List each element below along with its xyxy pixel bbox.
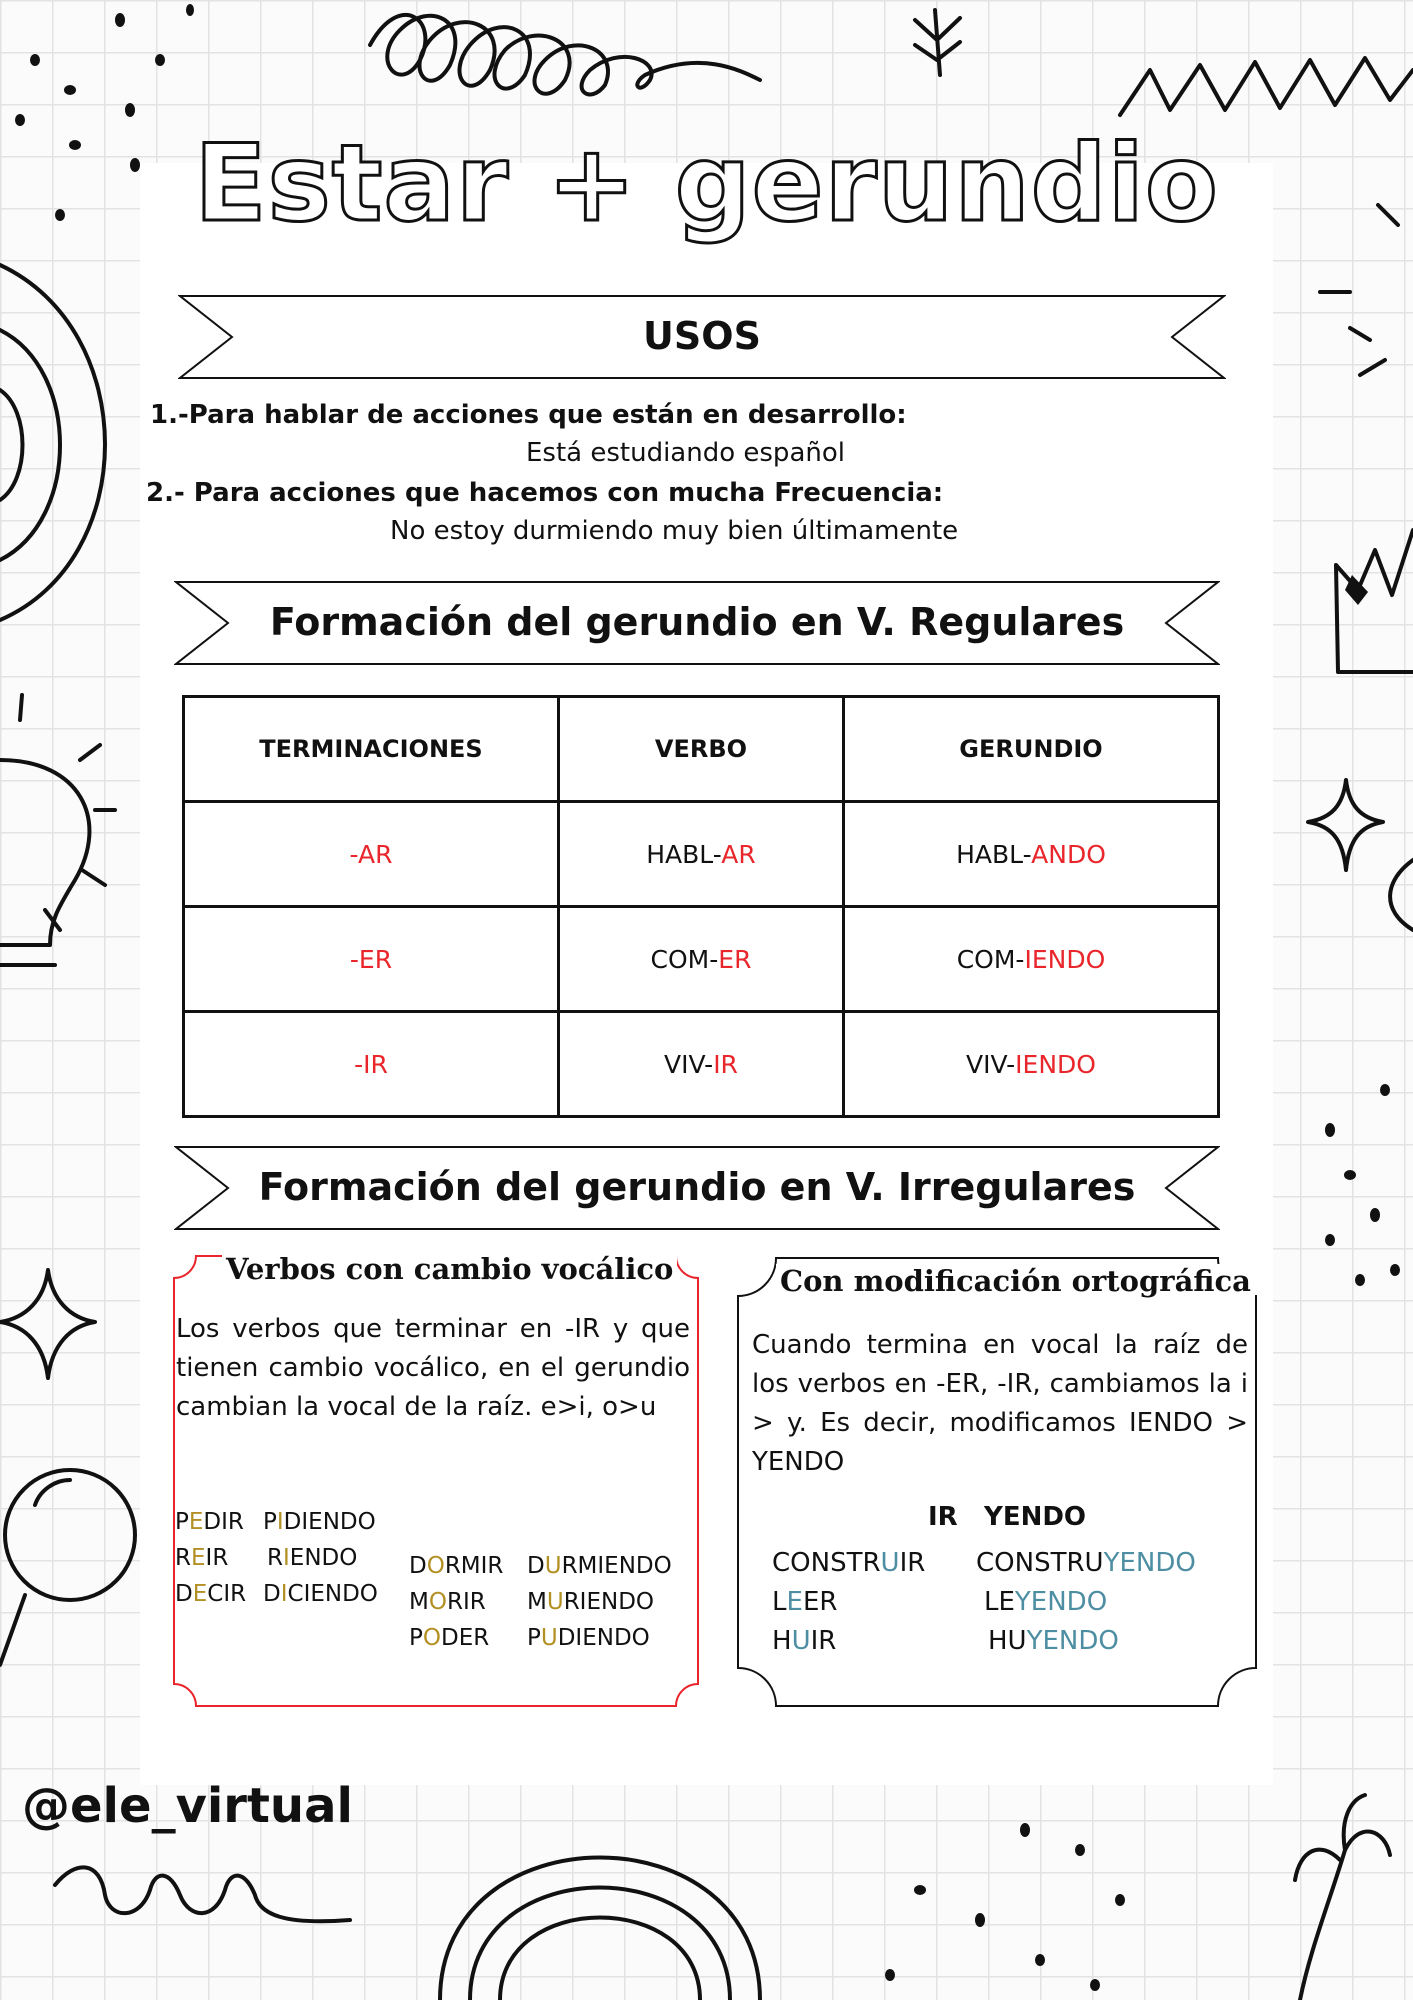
gerund-word: LEYENDO bbox=[984, 1587, 1108, 1617]
ortografica-verbs bbox=[772, 1544, 925, 1661]
ortografica-gerunds bbox=[976, 1544, 1196, 1661]
verb-word: DORMIR bbox=[409, 1553, 504, 1579]
loop-doodle bbox=[370, 15, 760, 94]
ortografica-box bbox=[736, 1256, 1258, 1708]
verb-pair bbox=[175, 1540, 378, 1576]
flower-doodle bbox=[1390, 860, 1413, 930]
irregulares-banner bbox=[174, 1145, 1220, 1231]
magnifier-doodle bbox=[5, 1470, 135, 1600]
regulares-heading: Formación del gerundio en V. Regulares bbox=[269, 600, 1125, 644]
verb-pair bbox=[409, 1620, 672, 1656]
gerund-word: RIENDO bbox=[267, 1545, 358, 1571]
zigzag-doodle bbox=[1120, 58, 1413, 115]
gerund-cell bbox=[844, 1012, 1219, 1117]
verb-pair bbox=[175, 1576, 378, 1612]
vocalico-group-2 bbox=[409, 1548, 672, 1656]
gerund-word: MURIENDO bbox=[527, 1589, 655, 1615]
usos-banner bbox=[178, 294, 1226, 380]
uso-1-label: 1.-Para hablar de acciones que están en desarrollo: bbox=[150, 400, 907, 430]
author-handle: @ele_virtual bbox=[22, 1778, 353, 1834]
gerund-stem: HABL- bbox=[956, 839, 1032, 869]
rays-doodle bbox=[1320, 205, 1398, 375]
uso-2-label: 2.- Para acciones que hacemos con mucha Frecuencia: bbox=[146, 478, 944, 508]
verb-word: REIR bbox=[175, 1545, 229, 1571]
vocalico-title: Verbos con cambio vocálico bbox=[222, 1252, 677, 1286]
gerund-stem: COM- bbox=[956, 944, 1025, 974]
ortografica-text: Cuando termina en vocal la raíz de los verbos en -ER, -IR, cambiamos la i > y. Es decir, modificamos IENDO > YENDO bbox=[752, 1330, 1248, 1477]
verb-word: PODER bbox=[409, 1625, 490, 1651]
ending-cell: -ER bbox=[184, 907, 559, 1012]
gerund-word: DURMIENDO bbox=[527, 1553, 672, 1579]
spiral-doodle bbox=[0, 265, 105, 620]
verb-ending: ER bbox=[718, 944, 752, 974]
vocalico-box bbox=[172, 1254, 700, 1708]
verb-cell bbox=[559, 907, 844, 1012]
table-row bbox=[184, 802, 1219, 907]
verb-ending: AR bbox=[721, 839, 756, 869]
usos-heading: USOS bbox=[643, 314, 761, 358]
gerund-word: HUYENDO bbox=[988, 1626, 1119, 1656]
gerund-stem: VIV- bbox=[966, 1049, 1016, 1079]
lightbulb-doodle bbox=[0, 695, 115, 965]
gerund-word: PIDIENDO bbox=[263, 1509, 376, 1535]
verb-stem: COM- bbox=[650, 944, 719, 974]
verb-pair bbox=[409, 1548, 672, 1584]
regulares-table bbox=[182, 695, 1220, 1118]
gerund-cell bbox=[844, 907, 1219, 1012]
verb-word: CONSTRUIR bbox=[772, 1548, 926, 1578]
sprig-doodle bbox=[915, 10, 960, 75]
verb-word: LEER bbox=[772, 1587, 838, 1617]
gerund-word: CONSTRUYENDO bbox=[976, 1548, 1196, 1578]
table-row bbox=[184, 907, 1219, 1012]
irregulares-heading: Formación del gerundio en V. Irregulares bbox=[258, 1165, 1136, 1209]
gerund-word: PUDIENDO bbox=[527, 1625, 650, 1651]
gerund-word: DICIENDO bbox=[263, 1581, 378, 1607]
uso-2-example: No estoy durmiendo muy bien últimamente bbox=[390, 516, 959, 546]
table-row bbox=[184, 1012, 1219, 1117]
col-gerundio: GERUNDIO bbox=[844, 697, 1219, 802]
verb-word: PEDIR bbox=[175, 1509, 244, 1535]
col-terminaciones: TERMINACIONES bbox=[184, 697, 559, 802]
page-title: Estar + gerundio bbox=[194, 122, 1219, 245]
gerund-cell bbox=[844, 802, 1219, 907]
ending-cell: -AR bbox=[184, 802, 559, 907]
yendo-column-header: YENDO bbox=[984, 1502, 1087, 1532]
verb-word: HUIR bbox=[772, 1626, 837, 1656]
col-verbo: VERBO bbox=[559, 697, 844, 802]
ir-column-header: IR bbox=[928, 1502, 958, 1532]
gerund-ending: ANDO bbox=[1031, 839, 1106, 869]
plant-doodle bbox=[1295, 1795, 1390, 2000]
verb-word: MORIR bbox=[409, 1589, 486, 1615]
gerund-ending: IENDO bbox=[1015, 1049, 1096, 1079]
rainbow-doodle bbox=[440, 1858, 760, 2000]
crown-doodle bbox=[1336, 530, 1413, 672]
uso-1-example: Está estudiando español bbox=[526, 438, 845, 468]
verb-pair bbox=[409, 1584, 672, 1620]
verb-stem: HABL- bbox=[646, 839, 722, 869]
table-header-row bbox=[184, 697, 1219, 802]
verb-cell bbox=[559, 802, 844, 907]
squiggle-doodle bbox=[55, 1867, 350, 1921]
verb-pair bbox=[175, 1504, 378, 1540]
verb-word: DECIR bbox=[175, 1581, 247, 1607]
ending-cell: -IR bbox=[184, 1012, 559, 1117]
sparkle-doodle bbox=[0, 1270, 95, 1378]
verb-ending: IR bbox=[713, 1049, 738, 1079]
vocalico-text: Los verbos que terminar en -IR y que tienen cambio vocálico, en el gerundio cambian la vocal de la raíz. e>i, o>u bbox=[176, 1314, 690, 1422]
sparkle-doodle bbox=[1308, 780, 1383, 870]
regulares-banner bbox=[174, 580, 1220, 666]
verb-stem: VIV- bbox=[664, 1049, 714, 1079]
ortografica-title: Con modificación ortográfica bbox=[776, 1264, 1255, 1298]
verb-cell bbox=[559, 1012, 844, 1117]
vocalico-group-1 bbox=[175, 1504, 378, 1612]
gerund-ending: IENDO bbox=[1024, 944, 1106, 974]
